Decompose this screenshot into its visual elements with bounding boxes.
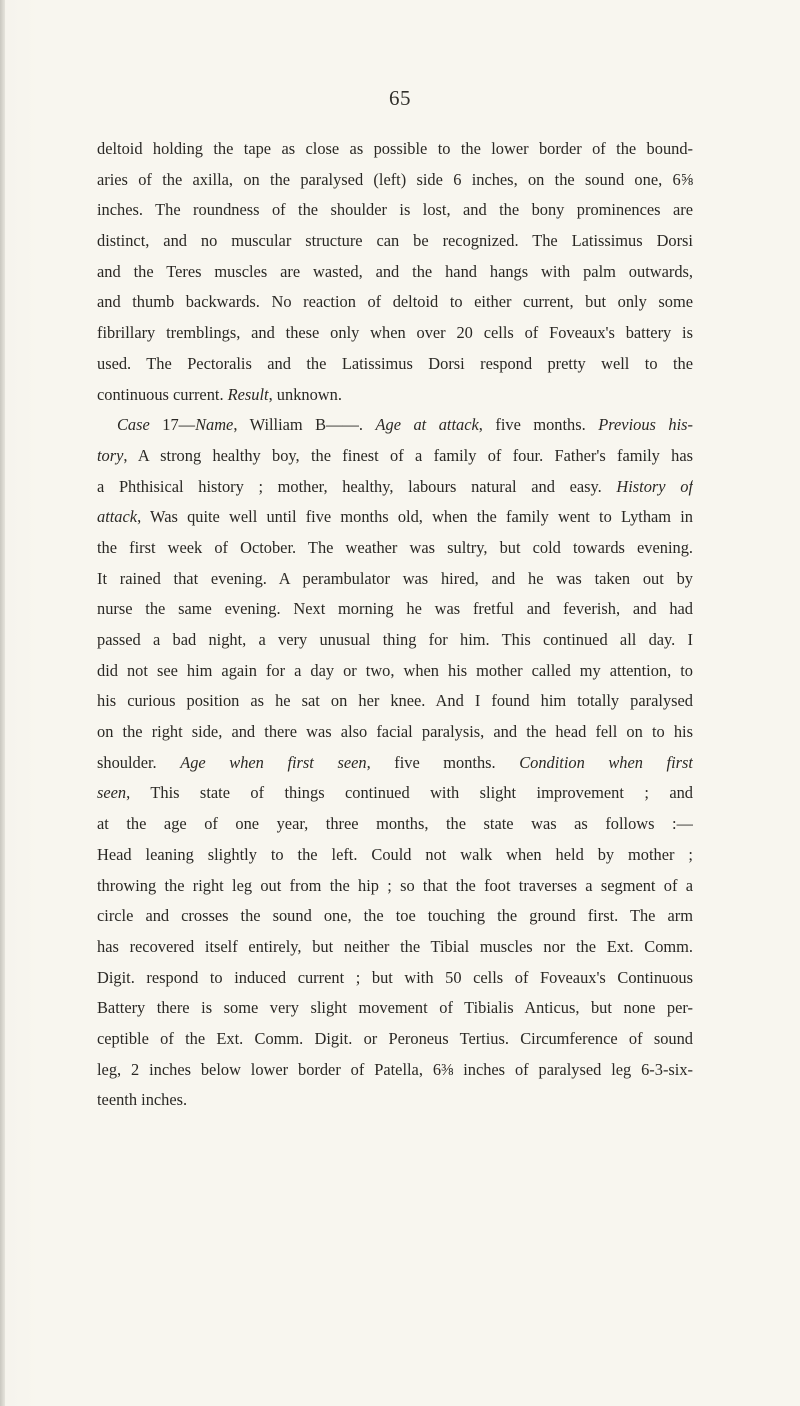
- italic-text-segment: Result: [227, 384, 269, 404]
- text-segment: on the right side, and there was also facial paralysis, and the head fell on to his: [97, 722, 693, 742]
- text-line: [97, 993, 693, 1024]
- text-line: [97, 932, 693, 963]
- text-segment: and thumb backwards. No reaction of deltoid to either current, but only some: [97, 292, 693, 312]
- text-line: [97, 1055, 693, 1086]
- text-line: [97, 318, 693, 349]
- text-segment: Digit. respond to induced current ; but with 50 cells of Foveaux's Continuous: [97, 967, 693, 987]
- text-segment: a Phthisical history ; mother, healthy, labours natural and easy.: [97, 476, 617, 496]
- text-segment: the first week of October. The weather was sultry, but cold towards evening.: [97, 537, 693, 557]
- text-segment: continuous current.: [97, 384, 228, 404]
- text-line: [97, 257, 693, 288]
- text-segment: , William B——.: [233, 415, 376, 435]
- text-segment: deltoid holding the tape as close as possible to the lower border of the bound-: [97, 139, 693, 158]
- text-line: [97, 871, 693, 902]
- text-line: [97, 410, 693, 441]
- text-segment: inches. The roundness of the shoulder is lost, and the bony prominences are: [97, 200, 693, 220]
- italic-text-segment: seen: [97, 783, 127, 803]
- text-segment: teenth inches.: [97, 1090, 188, 1110]
- italic-text-segment: attack: [97, 507, 138, 527]
- body-text: [97, 134, 693, 1116]
- text-segment: nurse the same evening. Next morning he was fretful and feverish, and had: [97, 599, 693, 619]
- text-line: [97, 287, 693, 318]
- text-segment: ceptible of the Ext. Comm. Digit. or Peroneus Tertius. Circumference of sound: [97, 1028, 693, 1048]
- text-segment: 17—: [149, 415, 196, 435]
- text-line: [97, 963, 693, 994]
- text-line: [97, 717, 693, 748]
- text-segment: , five months.: [478, 415, 599, 435]
- italic-text-segment: Condition when first: [519, 752, 693, 772]
- text-segment: and the Teres muscles are wasted, and the hand hangs with palm outwards,: [97, 261, 693, 281]
- text-segment: throwing the right leg out from the hip ; so that the foot traverses a segment of a: [97, 875, 693, 895]
- text-line: [97, 809, 693, 840]
- text-line: [97, 748, 693, 779]
- text-line: [97, 226, 693, 257]
- text-segment: , This state of things continued with slight improvement ; and: [126, 783, 693, 803]
- text-line: [97, 349, 693, 380]
- text-line: [97, 656, 693, 687]
- text-segment: at the age of one year, three months, the state was as follows :—: [97, 814, 693, 834]
- text-segment: distinct, and no muscular structure can be recognized. The Latissimus Dorsi: [97, 231, 693, 251]
- italic-text-segment: Previous his-: [598, 415, 693, 435]
- text-segment: circle and crosses the sound one, the toe touching the ground first. The arm: [97, 906, 693, 926]
- text-segment: , Was quite well until five months old, when the family went to Lytham in: [137, 507, 693, 527]
- text-line: [97, 594, 693, 625]
- text-line: [97, 1024, 693, 1055]
- italic-text-segment: Name: [195, 415, 234, 435]
- text-segment: , five months.: [366, 752, 520, 772]
- page-binding-edge: [0, 0, 5, 1406]
- page-number: 65: [389, 86, 411, 110]
- text-line: [97, 441, 693, 472]
- text-segment: passed a bad night, a very unusual thing for him. This continued all day. I: [97, 630, 693, 649]
- text-segment: shoulder.: [97, 752, 181, 772]
- text-line: [97, 380, 693, 411]
- text-segment: , unknown.: [268, 384, 342, 404]
- text-line: [97, 686, 693, 717]
- text-line: [97, 195, 693, 226]
- text-line: [97, 778, 693, 809]
- text-line: [97, 533, 693, 564]
- text-line: [97, 472, 693, 503]
- text-segment: It rained that evening. A perambulator was hired, and he was taken out by: [97, 568, 693, 588]
- text-line: [97, 134, 693, 165]
- text-segment: did not see him again for a day or two, when his mother called my attention, to: [97, 660, 693, 680]
- text-segment: Head leaning slightly to the left. Could not walk when held by mother ;: [97, 844, 693, 864]
- text-segment: has recovered itself entirely, but neither the Tibial muscles nor the Ext. Comm.: [97, 936, 693, 956]
- text-line: [97, 564, 693, 595]
- text-segment: his curious position as he sat on her knee. And I found him totally paralysed: [97, 691, 693, 711]
- text-line: [97, 901, 693, 932]
- italic-text-segment: History of: [616, 476, 693, 496]
- text-segment: , A strong healthy boy, the finest of a family of four. Father's family has: [123, 445, 693, 465]
- text-segment: fibrillary tremblings, and these only when over 20 cells of Foveaux's battery is: [97, 323, 693, 343]
- text-line: [97, 625, 693, 656]
- italic-text-segment: Case: [117, 415, 150, 435]
- italic-text-segment: tory: [97, 445, 124, 465]
- text-segment: used. The Pectoralis and the Latissimus Dorsi respond pretty well to the: [97, 353, 693, 373]
- text-line: [97, 1085, 693, 1116]
- text-segment: leg, 2 inches below lower border of Patella, 6⅜ inches of paralysed leg 6-3-six-: [97, 1059, 693, 1079]
- italic-text-segment: Age at attack: [375, 415, 479, 435]
- text-line: [97, 840, 693, 871]
- italic-text-segment: Age when first seen: [180, 752, 367, 772]
- text-segment: aries of the axilla, on the paralysed (left) side 6 inches, on the sound one, 6⅝: [97, 169, 693, 189]
- text-segment: Battery there is some very slight movement of Tibialis Anticus, but none per-: [97, 998, 693, 1018]
- text-line: [97, 165, 693, 196]
- text-line: [97, 502, 693, 533]
